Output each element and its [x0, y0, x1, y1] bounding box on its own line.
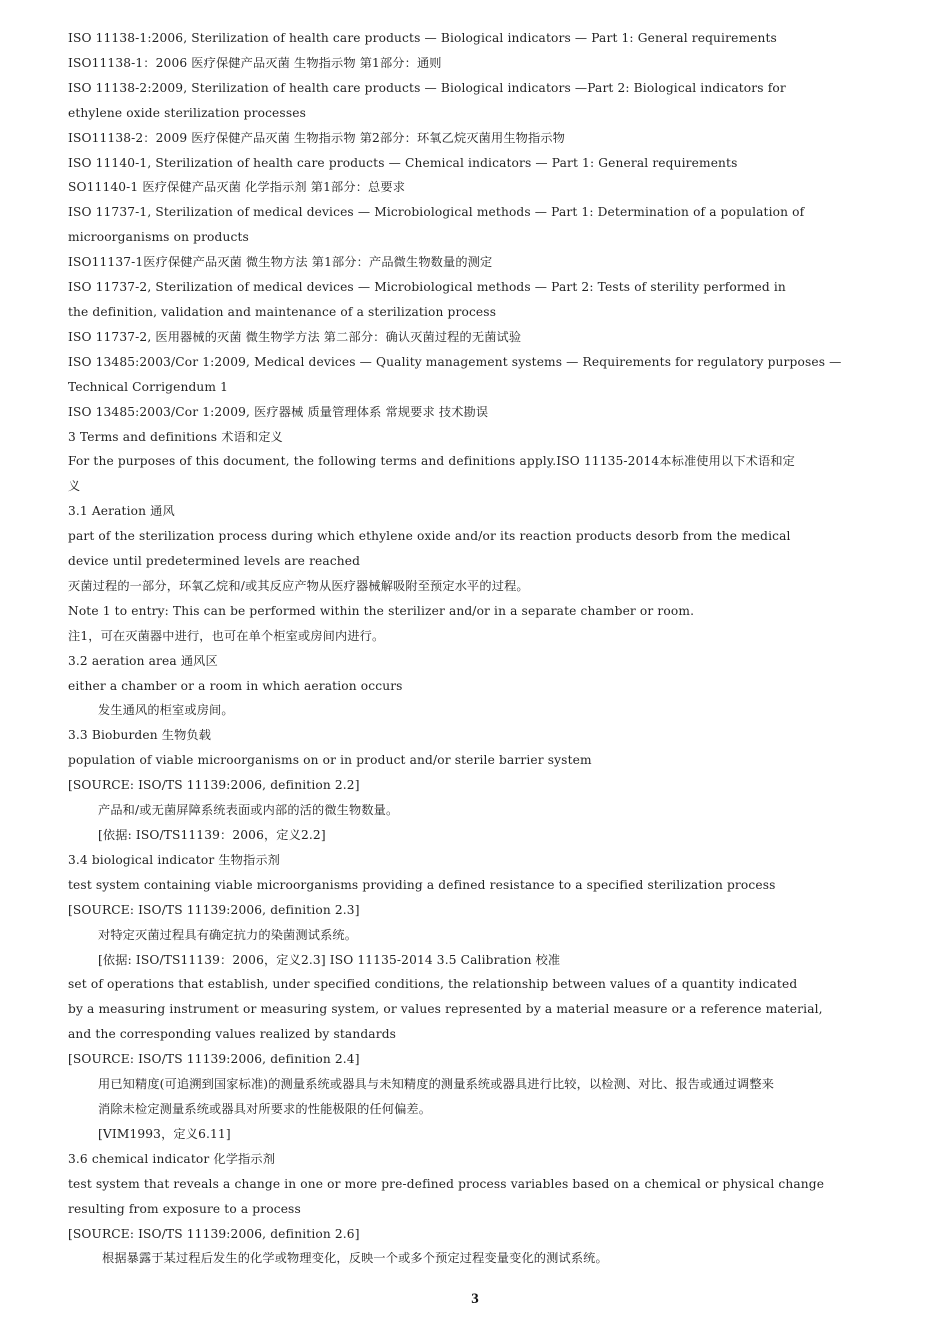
text-line: 注1，可在灭菌器中进行，也可在单个柜室或房间内进行。	[68, 628, 385, 643]
text-line: 义	[68, 479, 81, 494]
text-line: ISO 11737-1, Sterilization of medical devices — Microbiological methods — Part 1: Determination of a population of	[68, 205, 805, 220]
text-line: ethylene oxide sterilization processes	[68, 105, 306, 120]
source-line: [依据: ISO/TS11139：2006，定义2.2]	[98, 828, 326, 842]
term-heading: 3.3 Bioburden 生物负载	[68, 728, 212, 743]
text-line: 产品和/或无菌屏障系统表面或内部的活的微生物数量。	[98, 803, 399, 818]
text-line: population of viable microorganisms on or in product and/or sterile barrier system	[68, 753, 592, 768]
text-line: 发生通风的柜室或房间。	[98, 703, 234, 718]
text-line: resulting from exposure to a process	[68, 1201, 301, 1216]
source-line: [SOURCE: ISO/TS 11139:2006, definition 2.2]	[68, 778, 360, 793]
text-line: Technical Corrigendum 1	[68, 379, 229, 394]
text-line: ISO 11140-1, Sterilization of health care products — Chemical indicators — Part 1: General requirements	[68, 155, 738, 170]
text-line: ISO11138-1：2006 医疗保健产品灭菌 生物指示物 第1部分：通则	[68, 55, 442, 70]
text-line: ISO 13485:2003/Cor 1:2009, Medical devices — Quality management systems — Requirements for regulatory purposes —	[68, 354, 842, 369]
text-line: ISO 11138-1:2006, Sterilization of health care products — Biological indicators — Part 1: General requirements	[68, 31, 777, 45]
source-line: [SOURCE: ISO/TS 11139:2006, definition 2.3]	[68, 902, 360, 917]
source-line: [SOURCE: ISO/TS 11139:2006, definition 2.6]	[68, 1226, 360, 1241]
text-line: device until predetermined levels are reached	[68, 554, 361, 569]
text-line: 用已知精度(可追溯到国家标准)的测量系统或器具与未知精度的测量系统或器具进行比较，以检测、对比、报告或通过调整来	[98, 1077, 775, 1092]
page-number: 3	[471, 1291, 479, 1307]
text-line: either a chamber or a room in which aeration occurs	[68, 678, 403, 693]
text-line: ISO 11138-2:2009, Sterilization of health care products — Biological indicators —Part 2: Biological indicators for	[68, 80, 786, 95]
term-heading: 3.4 biological indicator 生物指示剂	[68, 852, 281, 867]
term-heading: 3.2 aeration area 通风区	[68, 653, 218, 668]
text-line: part of the sterilization process during which ethylene oxide and/or its reaction products desorb from the medical	[68, 529, 791, 544]
text-line: SO11140-1 医疗保健产品灭菌 化学指示剂 第1部分：总要求	[68, 180, 406, 195]
text-line: 灭菌过程的一部分，环氧乙烷和/或其反应产物从医疗器械解吸附至预定水平的过程。	[68, 578, 529, 593]
source-line: [SOURCE: ISO/TS 11139:2006, definition 2.4]	[68, 1052, 360, 1067]
text-line: Note 1 to entry: This can be performed within the sterilizer and/or in a separate chamber or room.	[68, 603, 695, 618]
text-line: ISO 11737-2, 医用器械的灭菌 微生物学方法 第二部分：确认灭菌过程的无菌试验	[68, 329, 522, 344]
source-line: [依据: ISO/TS11139：2006，定义2.3] ISO 11135-2014 3.5 Calibration 校准	[98, 952, 561, 967]
text-line: microorganisms on products	[68, 230, 249, 245]
text-line: the definition, validation and maintenance of a sterilization process	[68, 304, 497, 319]
text-line: ISO11138-2：2009 医疗保健产品灭菌 生物指示物 第2部分：环氧乙烷灭菌用生物指示物	[68, 130, 566, 145]
term-heading: 3.6 chemical indicator 化学指示剂	[68, 1151, 276, 1166]
text-line: ISO 11737-2, Sterilization of medical devices — Microbiological methods — Part 2: Tests of sterility performed in	[68, 280, 786, 295]
term-heading: 3.1 Aeration 通风	[68, 504, 175, 519]
document-body	[68, 26, 916, 1271]
text-line: 根据暴露于某过程后发生的化学或物理变化，反映一个或多个预定过程变量变化的测试系统。	[102, 1251, 608, 1266]
text-line: ISO11137-1医疗保健产品灭菌 微生物方法 第1部分：产品微生物数量的测定	[68, 255, 493, 270]
text-line: ISO 13485:2003/Cor 1:2009, 医疗器械 质量管理体系 常规要求 技术勘误	[68, 404, 489, 419]
section-heading: 3 Terms and definitions 术语和定义	[68, 429, 283, 444]
source-line: [VIM1993，定义6.11]	[98, 1126, 231, 1141]
text-line: test system that reveals a change in one or more pre-defined process variables based on a chemical or physical change	[68, 1176, 825, 1191]
text-line: 对特定灭菌过程具有确定抗力的染菌测试系统。	[98, 927, 358, 942]
text-line: For the purposes of this document, the following terms and definitions apply.ISO 11135-2014本标准使用以下术语和定	[68, 454, 796, 469]
text-line: set of operations that establish, under specified conditions, the relationship between values of a quantity indicated	[68, 977, 798, 992]
text-line: and the corresponding values realized by standards	[68, 1027, 397, 1042]
text-line: 消除未检定测量系统或器具对所要求的性能极限的任何偏差。	[98, 1101, 432, 1116]
text-line: by a measuring instrument or measuring system, or values represented by a material measure or a reference material,	[68, 1002, 823, 1017]
text-line: test system containing viable microorganisms providing a defined resistance to a specified sterilization process	[68, 877, 776, 892]
